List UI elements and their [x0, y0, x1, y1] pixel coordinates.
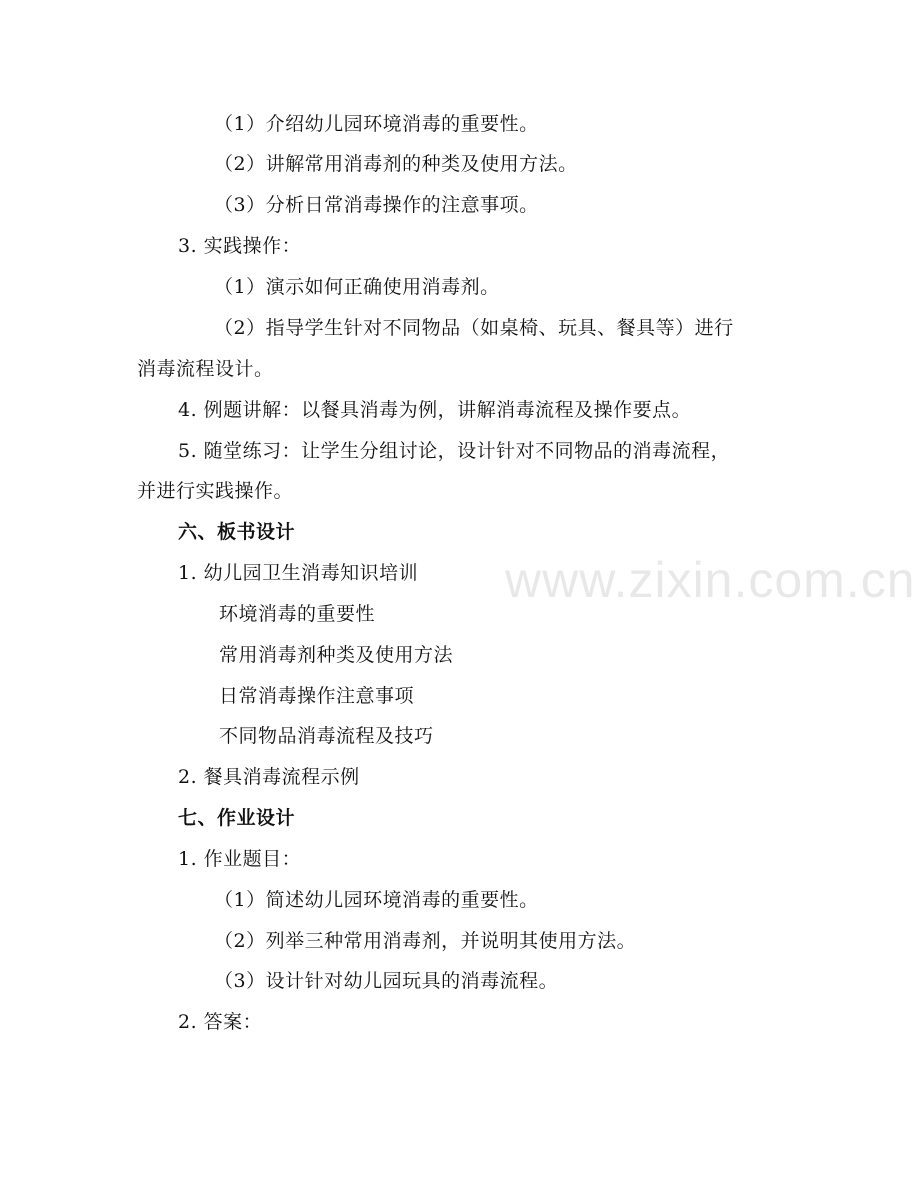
board-subitem-2: 常用消毒剂种类及使用方法	[219, 644, 454, 666]
homework-item-2: 2. 答案：	[178, 1011, 263, 1033]
step-5-line-2: 并进行实践操作。	[137, 480, 294, 502]
step-3-item-1: （1）演示如何正确使用消毒剂。	[214, 276, 500, 298]
step-5-line-1: 5. 随堂练习：让学生分组讨论，设计针对不同物品的消毒流程，	[178, 440, 731, 462]
step-3-item-2-line-2: 消毒流程设计。	[137, 358, 274, 380]
board-subitem-3: 日常消毒操作注意事项	[219, 685, 415, 707]
homework-item-1: 1. 作业题目：	[178, 848, 302, 870]
watermark: www.zixin.com.cn	[505, 552, 916, 608]
step-2-item-2: （2）讲解常用消毒剂的种类及使用方法。	[214, 153, 578, 175]
step-3-heading: 3. 实践操作：	[178, 235, 302, 257]
step-3-item-2-line-1: （2）指导学生针对不同物品（如桌椅、玩具、餐具等）进行	[214, 317, 734, 339]
homework-question-3: （3）设计针对幼儿园玩具的消毒流程。	[214, 970, 559, 992]
homework-question-2: （2）列举三种常用消毒剂，并说明其使用方法。	[214, 930, 637, 952]
homework-question-1: （1）简述幼儿园环境消毒的重要性。	[214, 889, 539, 911]
step-2-item-1: （1）介绍幼儿园环境消毒的重要性。	[214, 113, 539, 135]
step-4: 4. 例题讲解：以餐具消毒为例，讲解消毒流程及操作要点。	[178, 399, 692, 421]
step-2-item-3: （3）分析日常消毒操作的注意事项。	[214, 194, 539, 216]
board-subitem-4: 不同物品消毒流程及技巧	[219, 725, 434, 747]
section-6-heading: 六、板书设计	[178, 521, 296, 543]
board-item-1: 1. 幼儿园卫生消毒知识培训	[178, 562, 419, 584]
section-7-heading: 七、作业设计	[178, 807, 296, 829]
board-item-2: 2. 餐具消毒流程示例	[178, 766, 360, 788]
board-subitem-1: 环境消毒的重要性	[219, 603, 376, 625]
